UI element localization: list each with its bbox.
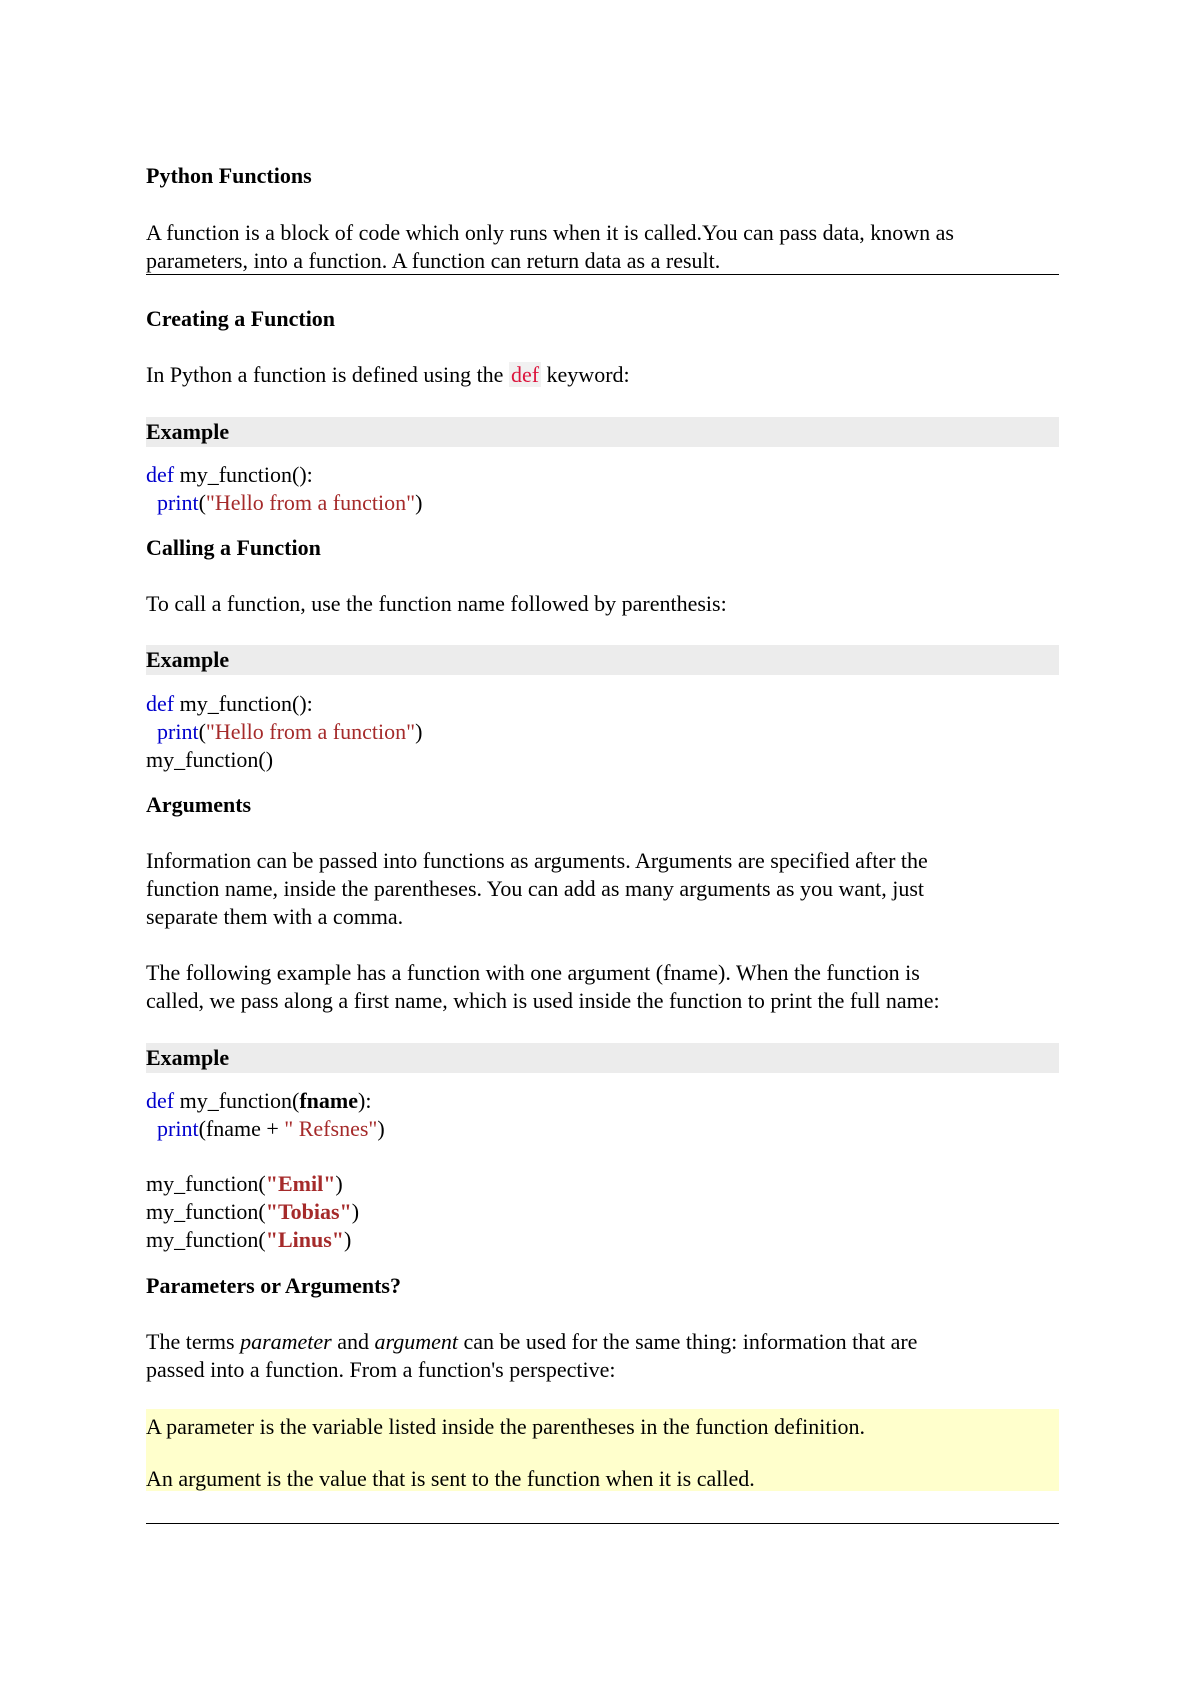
code-line: print(fname + " Refsnes") [157, 1116, 385, 1141]
heading-calling-function: Calling a Function [146, 535, 321, 560]
code-line: def my_function(fname): [146, 1088, 372, 1113]
code-line: print("Hello from a function") [157, 719, 423, 744]
arguments-para2-line: called, we pass along a first name, which is used inside the function to print the full name: [146, 988, 940, 1013]
section-divider [146, 274, 1059, 275]
intro-line-1: A function is a block of code which only runs when it is called.You can pass data, known as [146, 220, 954, 245]
note-argument: An argument is the value that is sent to the function when it is called. [146, 1466, 755, 1491]
arguments-para2-line: The following example has a function with one argument (fname). When the function is [146, 960, 920, 985]
heading-parameters-or-arguments: Parameters or Arguments? [146, 1273, 401, 1298]
note-parameter: A parameter is the variable listed inside the parentheses in the function definition. [146, 1414, 866, 1439]
page-title: Python Functions [146, 163, 312, 188]
code-line: my_function("Emil") [146, 1171, 343, 1196]
arguments-para1-line: function name, inside the parentheses. You can add as many arguments as you want, just [146, 876, 924, 901]
code-line: my_function("Tobias") [146, 1199, 360, 1224]
inline-code-def: def [510, 362, 540, 387]
code-line: def my_function(): [146, 462, 313, 487]
heading-creating-function: Creating a Function [146, 306, 336, 331]
arguments-para1-line: separate them with a comma. [146, 904, 404, 929]
params-line-2: passed into a function. From a function's perspective: [146, 1357, 616, 1382]
example-header-3: Example [146, 1043, 1059, 1073]
code-line: my_function("Linus") [146, 1227, 352, 1252]
example-header-2: Example [146, 645, 1059, 675]
code-line: my_function() [146, 747, 274, 772]
creating-text: In Python a function is defined using the def keyword: [146, 362, 630, 387]
code-line: def my_function(): [146, 691, 313, 716]
heading-arguments: Arguments [146, 792, 252, 817]
intro-line-2: parameters, into a function. A function can return data as a result. [146, 248, 721, 273]
calling-text: To call a function, use the function name followed by parenthesis: [146, 591, 727, 616]
bottom-divider [146, 1523, 1059, 1524]
params-line-1: The terms parameter and argument can be used for the same thing: information that are [146, 1329, 918, 1354]
arguments-para1-line: Information can be passed into functions as arguments. Arguments are specified after the [146, 848, 928, 873]
example-header-1: Example [146, 417, 1059, 447]
code-line: print("Hello from a function") [157, 490, 423, 515]
